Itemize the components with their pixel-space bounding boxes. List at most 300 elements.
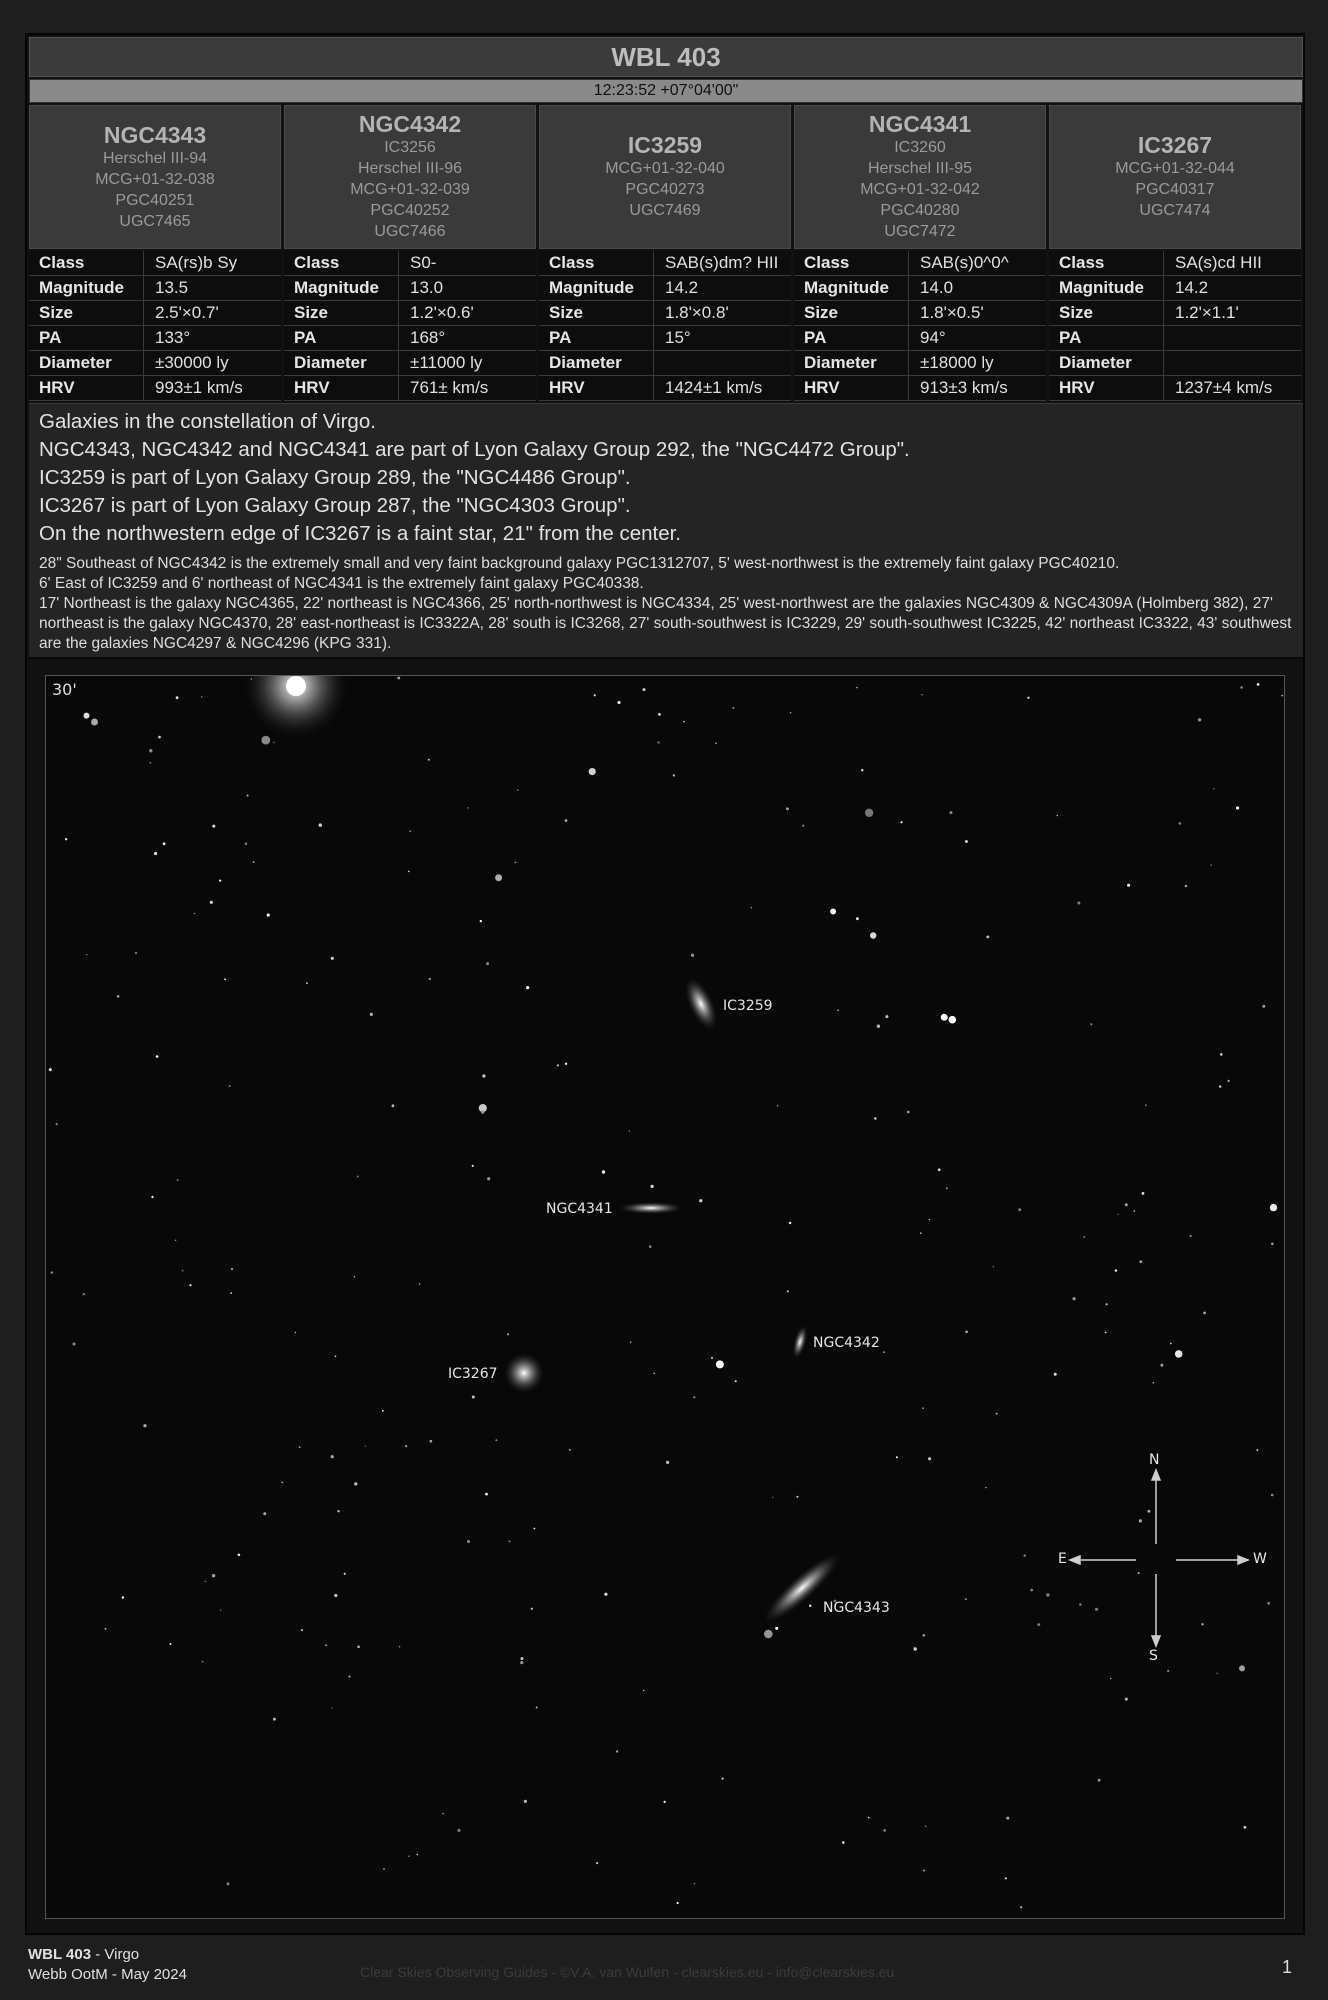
property-key: HRV (804, 378, 840, 397)
star (1027, 697, 1029, 699)
galaxy-alias: MCG+01-32-044 (1115, 160, 1235, 177)
star (382, 1410, 384, 1412)
galaxy-alias: PGC40251 (115, 191, 195, 209)
galaxy-name: NGC4343 (103, 121, 207, 148)
property-table (29, 251, 281, 401)
star (202, 1661, 204, 1663)
galaxy-ngc4342 (790, 1324, 810, 1360)
property-key: HRV (549, 378, 585, 397)
star (589, 768, 596, 775)
galaxy-name: IC3267 (1137, 132, 1213, 158)
star (1018, 1208, 1021, 1211)
galaxy-headers (29, 105, 1303, 249)
star (1079, 1603, 1082, 1606)
star (965, 1331, 968, 1334)
star (154, 852, 157, 855)
compass (1070, 1470, 1248, 1646)
galaxy-alias: PGC40252 (370, 202, 450, 219)
star (467, 807, 469, 809)
property-row (29, 276, 281, 301)
star (865, 809, 873, 817)
property-value: 2.5'×0.7' (155, 303, 219, 322)
star (495, 1439, 497, 1441)
galaxy-alias: UGC7465 (119, 212, 191, 230)
star (86, 954, 87, 955)
label-ngc4341: NGC4341 (546, 1201, 613, 1217)
star (1257, 683, 1260, 686)
property-row (1049, 301, 1301, 326)
property-row (539, 251, 791, 276)
star (419, 1283, 420, 1284)
star (524, 1800, 527, 1803)
star (921, 694, 922, 695)
star (790, 712, 792, 714)
star (1190, 1235, 1192, 1237)
star (354, 1276, 355, 1277)
property-key: Diameter (294, 353, 367, 372)
property-value: ±11000 ly (410, 353, 483, 372)
star (699, 1199, 702, 1202)
property-key: Magnitude (804, 278, 889, 297)
galaxy-alias: UGC7472 (884, 223, 956, 240)
star (392, 1104, 395, 1107)
star (1256, 1449, 1258, 1451)
star (949, 1016, 957, 1024)
property-key: PA (549, 328, 572, 347)
galaxy-alias: UGC7466 (374, 223, 446, 240)
star (480, 920, 482, 922)
galaxy-header (794, 105, 1046, 249)
description-line: IC3259 is part of Lyon Galaxy Group 289, the "NGC4486 Group". (39, 466, 631, 489)
star (874, 1117, 876, 1119)
star (219, 880, 221, 882)
property-row (1049, 376, 1301, 401)
star (261, 736, 270, 745)
star (1185, 885, 1187, 887)
star (1073, 1297, 1076, 1300)
star (365, 1446, 366, 1447)
star (56, 1123, 58, 1125)
star (105, 1628, 107, 1630)
description-line: IC3267 is part of Lyon Galaxy Group 287, the "NGC4303 Group". (39, 494, 631, 517)
star (1213, 788, 1214, 789)
star (565, 1063, 567, 1065)
property-row (539, 326, 791, 351)
property-row (29, 351, 281, 376)
property-row (1049, 251, 1301, 276)
star (194, 913, 195, 914)
description-line: On the northwestern edge of IC3267 is a faint star, 21" from the center. (39, 522, 682, 545)
star (789, 1222, 791, 1224)
star (837, 1010, 838, 1011)
property-row (794, 326, 1046, 351)
property-row (794, 251, 1046, 276)
star (596, 1862, 598, 1864)
star (693, 1396, 695, 1398)
property-value: 761± km/s (410, 378, 489, 397)
property-value: 1.2'×1.1' (1175, 303, 1239, 322)
star (267, 914, 270, 917)
star (715, 742, 717, 744)
star (666, 1461, 669, 1464)
footer-object: WBL 403 (28, 1946, 92, 1963)
compass-east: E (1058, 1551, 1067, 1567)
star (1240, 686, 1242, 688)
star (1244, 1826, 1247, 1829)
star (1239, 1665, 1245, 1671)
star (337, 1510, 339, 1512)
star (405, 1445, 407, 1447)
star (617, 701, 620, 704)
property-value: 14.0 (920, 278, 954, 297)
star (630, 1341, 631, 1342)
star (732, 707, 734, 709)
star (332, 1707, 333, 1708)
star (224, 978, 226, 980)
galaxy-alias: MCG+01-32-038 (95, 170, 215, 188)
property-row (539, 276, 791, 301)
property-row (284, 351, 536, 376)
star (1077, 902, 1080, 905)
star (616, 1750, 618, 1752)
star (282, 1482, 283, 1483)
star (417, 1854, 419, 1856)
star (1210, 864, 1212, 866)
star (856, 687, 858, 689)
star (928, 1457, 931, 1460)
star (1267, 1602, 1270, 1605)
star (299, 1446, 301, 1448)
star (201, 696, 202, 697)
star (900, 821, 902, 823)
star (1170, 1343, 1172, 1345)
galaxy-alias: MCG+01-32-042 (860, 181, 980, 198)
star (143, 1424, 146, 1427)
star (941, 1014, 948, 1021)
star (370, 1013, 373, 1016)
description-line: NGC4343, NGC4342 and NGC4341 are part of Lyon Galaxy Group 292, the "NGC4472 Group". (39, 438, 910, 461)
property-row (539, 301, 791, 326)
star (247, 795, 249, 797)
star (354, 1482, 357, 1485)
star (156, 1055, 159, 1058)
star (263, 1512, 266, 1515)
property-key: Magnitude (39, 278, 124, 297)
star (751, 907, 753, 909)
star (950, 811, 953, 814)
star (238, 1554, 241, 1557)
property-table (539, 251, 791, 401)
star (796, 1496, 798, 1498)
star (1270, 1204, 1277, 1211)
star (521, 1657, 524, 1660)
star (868, 1817, 870, 1819)
galaxy-alias: IC3260 (894, 139, 946, 156)
star (938, 1168, 941, 1171)
star (653, 1373, 655, 1375)
star (1201, 1623, 1203, 1625)
galaxy-name: NGC4341 (868, 111, 972, 137)
star (658, 741, 660, 743)
star (1037, 1623, 1040, 1626)
property-value: 1424±1 km/s (665, 378, 763, 397)
star (84, 713, 90, 719)
star (383, 1868, 385, 1870)
star (1262, 1005, 1265, 1008)
star (472, 1165, 474, 1167)
property-value: ±18000 ly (920, 353, 994, 372)
property-key: HRV (294, 378, 330, 397)
star (357, 1646, 360, 1649)
star (1152, 1382, 1154, 1384)
property-row (539, 351, 791, 376)
star (158, 736, 161, 739)
star (722, 1778, 724, 1780)
star (870, 932, 876, 938)
property-key: Magnitude (294, 278, 379, 297)
star (683, 721, 685, 723)
property-row (1049, 276, 1301, 301)
galaxy-ic3259 (678, 974, 723, 1035)
star (643, 688, 646, 691)
description-line: Galaxies in the constellation of Virgo. (39, 410, 376, 433)
star (965, 840, 968, 843)
star (1175, 1350, 1183, 1358)
star (1105, 1332, 1107, 1334)
property-row (29, 326, 281, 351)
star (1024, 1554, 1026, 1556)
compass-south: S (1149, 1648, 1158, 1664)
star (334, 1594, 337, 1597)
galaxy-ngc4343 (757, 1546, 847, 1631)
star (1005, 1877, 1007, 1879)
property-row (794, 351, 1046, 376)
star (175, 1240, 176, 1241)
star (319, 823, 322, 826)
star (735, 1380, 737, 1382)
star (189, 1284, 191, 1286)
star (1138, 1572, 1140, 1574)
star (430, 1440, 433, 1443)
star (1117, 1214, 1118, 1215)
star (517, 789, 519, 791)
property-row (284, 376, 536, 401)
star (602, 1170, 605, 1173)
star (856, 917, 859, 920)
property-value: 993±1 km/s (155, 378, 243, 397)
galaxy-alias: PGC40317 (1135, 181, 1215, 198)
property-value: 14.2 (1175, 278, 1209, 297)
property-value: 168° (410, 328, 446, 347)
star (149, 749, 152, 752)
star (658, 713, 661, 716)
star (830, 909, 836, 915)
star (83, 1293, 85, 1295)
property-value: 1.8'×0.5' (920, 303, 984, 322)
star (1220, 1053, 1223, 1056)
star (442, 1813, 444, 1815)
star (914, 1647, 917, 1650)
property-row (794, 301, 1046, 326)
star (534, 1528, 536, 1530)
galaxy-alias: Herschel III-96 (357, 160, 463, 177)
property-value: ±30000 ly (155, 353, 229, 372)
property-key: Diameter (804, 353, 877, 372)
star (1020, 1906, 1022, 1908)
property-key: HRV (1059, 378, 1095, 397)
star (1148, 1510, 1151, 1513)
star (643, 1690, 644, 1691)
property-key: Class (39, 253, 85, 272)
property-value: 913±3 km/s (920, 378, 1008, 397)
star (531, 1608, 533, 1610)
star (344, 1573, 346, 1575)
property-value: S0- (410, 253, 437, 272)
star (49, 1068, 52, 1071)
star (1281, 695, 1283, 697)
star (357, 1176, 359, 1178)
description-note: 28" Southeast of NGC4342 is the extremely small and very faint background galaxy PGC1312707, 5' west-northwest is the extremely faint galaxy PGC40210. (39, 555, 1120, 572)
star (907, 1111, 910, 1114)
star (1106, 1303, 1108, 1305)
star (301, 1629, 303, 1631)
star (772, 1497, 773, 1498)
star (210, 901, 213, 904)
star (691, 954, 694, 957)
star (253, 861, 255, 863)
star (91, 719, 98, 726)
star (227, 1882, 230, 1885)
property-value: SA(s)cd HII (1175, 253, 1262, 272)
star (1054, 1373, 1057, 1376)
star (716, 1360, 724, 1368)
star (245, 842, 248, 845)
star (985, 1487, 987, 1489)
property-row (1049, 351, 1301, 376)
bright-star (286, 676, 306, 696)
star (495, 874, 502, 881)
star (986, 936, 989, 939)
star (996, 1413, 998, 1415)
property-key: Class (804, 253, 850, 272)
galaxy-alias: MCG+01-32-040 (605, 160, 725, 177)
footer-credits: Clear Skies Observing Guides - ©V.A. van Wulfen - clearskies.eu - info@clearskies.eu (360, 1964, 895, 1980)
galaxy-header (1049, 105, 1301, 249)
star (1142, 1192, 1145, 1195)
star (1110, 1678, 1111, 1679)
star (920, 1232, 922, 1234)
star (1125, 1698, 1128, 1701)
star (925, 1826, 926, 1827)
galaxy-header (29, 105, 281, 249)
star (486, 962, 489, 965)
property-row (29, 251, 281, 276)
property-row (794, 376, 1046, 401)
footer-line2: Webb OotM - May 2024 (28, 1966, 187, 1983)
description-note: 17' Northeast is the galaxy NGC4365, 22' northeast is NGC4366, 25' north-northwest is NGC4334, 25' west-northwest are the galaxies NGC4309 & NGC4309A (Holmberg 382), 27' northeast is the galaxy NGC4370, 28' east-northeast is IC3322A, 28' south is IC3268, 27' south-southwest is IC3229, 29' south-southwest IC3225, 42' northeast IC3322, 43' southwest are the galaxies NGC4297 & NGC4296 (KPG 331). (39, 595, 1292, 652)
star (694, 1883, 695, 1884)
star (408, 871, 410, 873)
star (150, 762, 152, 764)
star (1179, 822, 1182, 825)
star (842, 1841, 845, 1844)
star (467, 1540, 470, 1543)
star (408, 1856, 409, 1857)
star (1167, 1670, 1169, 1672)
star (673, 774, 675, 776)
property-row (1049, 326, 1301, 351)
star (1271, 1494, 1274, 1497)
compass-west: W (1253, 1551, 1267, 1567)
star (1145, 1104, 1147, 1106)
star (205, 1581, 206, 1582)
star (481, 1111, 484, 1114)
star (399, 1646, 400, 1647)
star (1134, 1210, 1135, 1211)
galaxy-alias: PGC40280 (880, 202, 960, 219)
star (604, 1593, 607, 1596)
property-table (284, 251, 536, 401)
galaxy-ic3267 (504, 1353, 544, 1393)
property-key: Size (549, 303, 584, 322)
star (151, 1196, 153, 1198)
star (809, 1605, 811, 1607)
star (1046, 1593, 1049, 1596)
star (457, 1829, 460, 1832)
star (711, 1357, 713, 1359)
star (331, 1455, 334, 1458)
property-row (29, 376, 281, 401)
star (664, 1801, 666, 1803)
property-key: HRV (39, 378, 75, 397)
galaxy-property-tables (29, 251, 1303, 401)
galaxy-alias: UGC7469 (629, 202, 701, 219)
property-key: Class (1059, 253, 1105, 272)
property-value: 1.8'×0.8' (665, 303, 729, 322)
property-value: SAB(s)dm? HII (665, 253, 779, 272)
label-ic3259: IC3259 (723, 998, 773, 1014)
property-key: PA (39, 328, 62, 347)
star (929, 1219, 930, 1220)
star (509, 1540, 511, 1542)
star (1271, 1243, 1273, 1245)
property-value: SAB(s)0^0^ (920, 253, 1009, 272)
star (629, 1130, 630, 1131)
label-ngc4343: NGC4343 (823, 1600, 890, 1616)
property-key: Class (294, 253, 340, 272)
property-row (29, 301, 281, 326)
star (1006, 1817, 1009, 1820)
star (212, 1574, 215, 1577)
star (787, 1290, 789, 1292)
star (331, 957, 334, 960)
star (1127, 884, 1130, 887)
star (802, 825, 804, 827)
property-key: Size (294, 303, 329, 322)
galaxy-header (539, 105, 791, 249)
property-value: 13.0 (410, 278, 444, 297)
property-row (539, 376, 791, 401)
star (182, 1270, 183, 1271)
star (429, 978, 431, 980)
galaxy-alias: MCG+01-32-039 (350, 181, 470, 198)
star (397, 677, 400, 680)
star (1057, 815, 1058, 816)
property-value: 14.2 (665, 278, 699, 297)
star (51, 1271, 53, 1273)
star (306, 982, 308, 984)
star (335, 1356, 337, 1358)
